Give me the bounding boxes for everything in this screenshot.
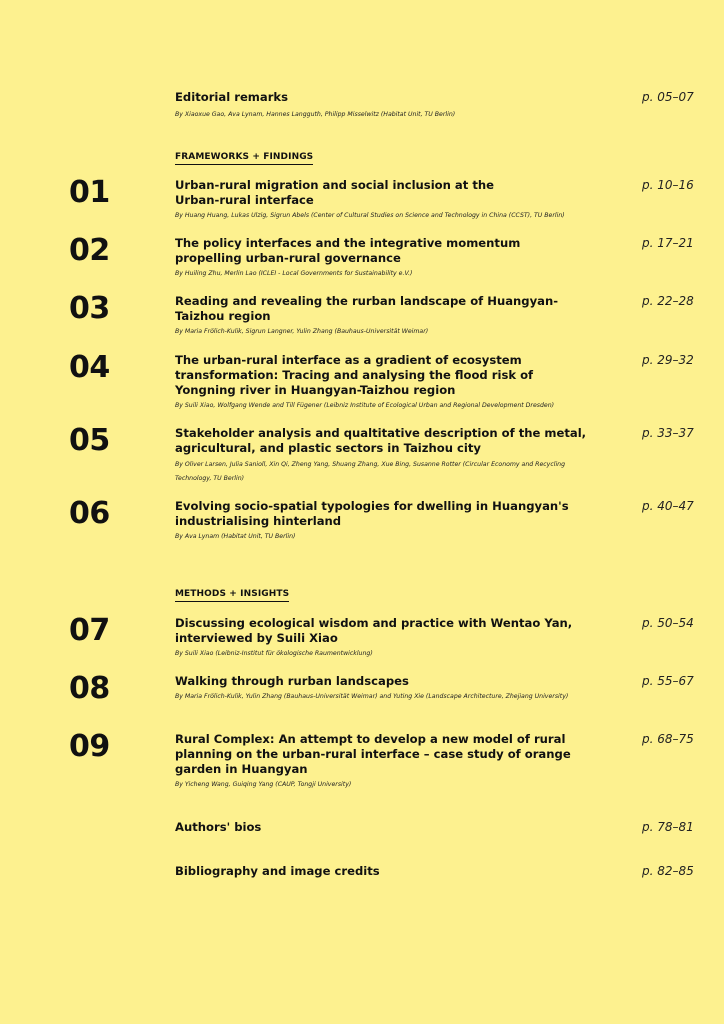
- title-line: Walking through rurban landscapes: [175, 674, 409, 688]
- title-line: Urban-rural migration and social inclusion at the: [175, 178, 494, 192]
- entry-number: 08: [69, 671, 110, 706]
- entry-page: p. 10–16: [642, 178, 694, 192]
- title-line: Rural Complex: An attempt to develop a new model of rural: [175, 732, 566, 746]
- entry-page: p. 78–81: [642, 820, 694, 834]
- entry-title: [175, 294, 595, 324]
- entry-title: [175, 732, 595, 777]
- title-line: Stakeholder analysis and qualtitative description of the metal,: [175, 426, 587, 440]
- entry-page: p. 05–07: [642, 90, 694, 104]
- entry-title: [175, 236, 595, 266]
- section-heading-frameworks: FRAMEWORKS + FINDINGS: [175, 151, 313, 165]
- entry-number: 04: [69, 350, 110, 385]
- entry-title: [175, 674, 595, 689]
- title-line: interviewed by Suili Xiao: [175, 631, 338, 645]
- title-line: agricultural, and plastic sectors in Taizhou city: [175, 441, 481, 455]
- title-line: Reading and revealing the rurban landscape of Huangyan-: [175, 294, 559, 308]
- entry-authors: By Huang Huang, Lukas Ulzig, Sigrun Abels (Center of Cultural Studies on Science and Technology in China (CCST), TU Berlin): [175, 212, 565, 219]
- entry-title: [175, 178, 595, 208]
- entry-page: p. 33–37: [642, 426, 694, 440]
- entry-authors: By Huiling Zhu, Merlin Lao (ICLEI - Local Governments for Sustainability e.V.): [175, 270, 413, 277]
- title-line: Evolving socio-spatial typologies for dwelling in Huangyan's: [175, 499, 569, 513]
- title-line: propelling urban-rural governance: [175, 251, 401, 265]
- entry-authors: By Maria Frölich-Kulik, Yulin Zhang (Bauhaus-Universität Weimar) and Yuting Xie (Landscape Architecture, Zhejiang University): [175, 693, 569, 700]
- title-line: Discussing ecological wisdom and practice with Wentao Yan,: [175, 616, 573, 630]
- entry-title: Authors' bios: [175, 820, 262, 834]
- entry-page: p. 55–67: [642, 674, 694, 688]
- entry-page: p. 50–54: [642, 616, 694, 630]
- entry-page: p. 17–21: [642, 236, 694, 250]
- entry-page: p. 68–75: [642, 732, 694, 746]
- entry-authors: By Suili Xiao, Wolfgang Wende and Till Fügener (Leibniz Institute of Ecological Urban and Regional Development Dresden): [175, 402, 555, 409]
- entry-page: p. 29–32: [642, 353, 694, 367]
- title-line: Taizhou region: [175, 309, 271, 323]
- entry-authors: By Oliver Larsen, Julia Sanioll, Xin Qi, Zheng Yang, Shuang Zhang, Xue Bing, Susanne Rotter (Circular Economy and Recycling Technology, TU Berlin): [175, 461, 566, 482]
- entry-authors: By Suili Xiao (Leibniz-Institut für ökologische Raumentwicklung): [175, 650, 373, 657]
- entry-authors: By Ava Lynam (Habitat Unit, TU Berlin): [175, 533, 296, 540]
- entry-page: p. 40–47: [642, 499, 694, 513]
- entry-number: 01: [69, 175, 110, 210]
- entry-number: 06: [69, 496, 110, 531]
- entry-number: 02: [69, 233, 110, 268]
- entry-title: [175, 353, 595, 398]
- entry-title: Bibliography and image credits: [175, 864, 380, 878]
- entry-authors: By Yicheng Wang, Guiqing Yang (CAUP, Tongji University): [175, 781, 352, 788]
- section-heading-methods: METHODS + INSIGHTS: [175, 588, 289, 602]
- title-line: Urban-rural interface: [175, 193, 314, 207]
- entry-number: 03: [69, 291, 110, 326]
- title-line: Yongning river in Huangyan-Taizhou region: [175, 383, 456, 397]
- entry-page: p. 82–85: [642, 864, 694, 878]
- title-line: planning on the urban-rural interface – case study of orange: [175, 747, 571, 761]
- entry-title: [175, 426, 615, 456]
- entry-number: 07: [69, 613, 110, 648]
- entry-title: Editorial remarks: [175, 90, 289, 104]
- entry-number: 09: [69, 729, 110, 764]
- title-line: The policy interfaces and the integrative momentum: [175, 236, 521, 250]
- entry-title: [175, 616, 595, 646]
- title-line: transformation: Tracing and analysing the flood risk of: [175, 368, 534, 382]
- entry-authors: By Maria Frölich-Kulik, Sigrun Langner, Yulin Zhang (Bauhaus-Universität Weimar): [175, 328, 429, 335]
- title-line: garden in Huangyan: [175, 762, 308, 776]
- entry-authors: By Xiaoxue Gao, Ava Lynam, Hannes Langguth, Philipp Misselwitz (Habitat Unit, TU Berlin): [175, 111, 456, 118]
- entry-number: 05: [69, 423, 110, 458]
- entry-title: [175, 499, 595, 529]
- title-line: The urban-rural interface as a gradient of ecosystem: [175, 353, 522, 367]
- title-line: industrialising hinterland: [175, 514, 342, 528]
- entry-page: p. 22–28: [642, 294, 694, 308]
